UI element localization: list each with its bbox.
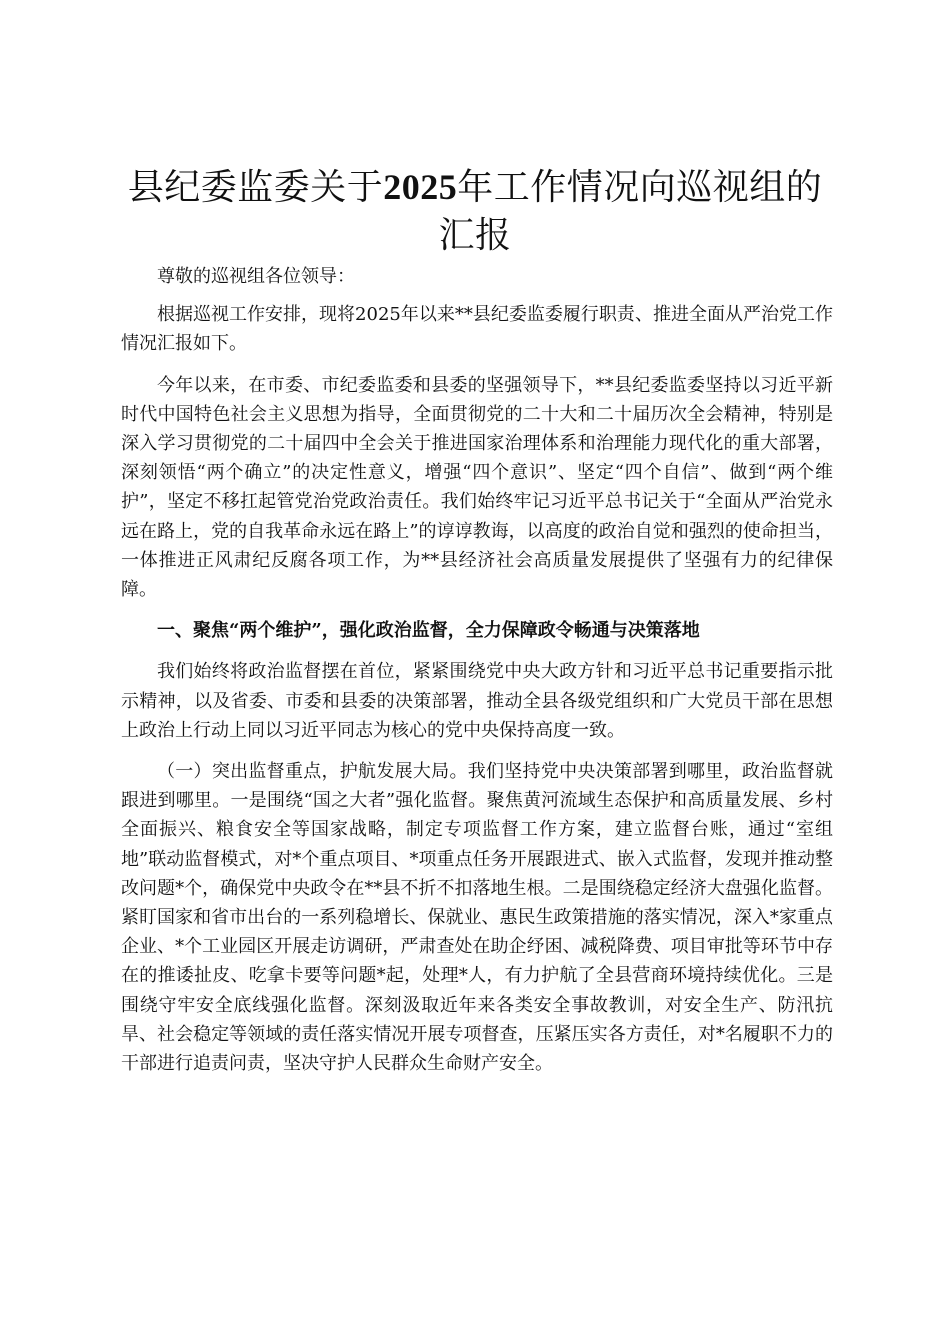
title-part-2: 年工作情况向巡视组的: [457, 167, 823, 208]
salutation: 尊敬的巡视组各位领导：: [157, 266, 355, 287]
overview-paragraph: 今年以来，在市委、市纪委监委和县委的坚强领导下，**县纪委监委坚持以习近平新时代中国特色社会主义思想为指导，全面贯彻党的二十大和二十届历次全会精神，特别是深入学习贯彻党的二十届四中全会关于推进国家治理体系和治理能力现代化的重大部署，深刻领悟“两个确立”的决定性意义，增强“四个意识”、坚定“四个自信”、做到“两个维护”，坚定不移扛起管党治党政治责任。我们始终牢记习近平总书记关于“全面从严治党永远在路上，党的自我革命永远在路上”的谆谆教诲，以高度的政治自觉和强烈的使命担当，一体推进正风肃纪反腐各项工作，为**县经济社会高质量发展提供了坚强有力的纪律保障。: [121, 374, 833, 601]
title-year: 2025: [383, 167, 458, 207]
title-line-2: 汇报: [438, 215, 512, 256]
intro-paragraph: 根据巡视工作安排，现将2025年以来**县纪委监委履行职责、推进全面从严治党工作情况汇报如下。: [121, 304, 833, 355]
section-1-paragraph: 我们始终将政治监督摆在首位，紧紧围绕党中央大政方针和习近平总书记重要指示批示精神，以及省委、市委和县委的决策部署，推动全县各级党组织和广大党员干部在思想上政治上行动上同以习近平同志为核心的党中央保持高度一致。: [121, 661, 833, 741]
subsection-1-paragraph: （一）突出监督重点，护航发展大局。我们坚持党中央决策部署到哪里，政治监督就跟进到哪里。一是围绕“国之大者”强化监督。聚焦黄河流域生态保护和高质量发展、乡村全面振兴、粮食安全等国家战略，制定专项监督工作方案，建立监督台账，通过“室组地”联动监督模式，对*个重点项目、*项重点任务开展跟进式、嵌入式监督，发现并推动整改问题*个，确保党中央政令在**县不折不扣落地生根。二是围绕稳定经济大盘强化监督。紧盯国家和省市出台的一系列稳增长、保就业、惠民生政策措施的落实情况，深入*家重点企业、*个工业园区开展走访调研，严肃查处在助企纾困、减税降费、项目审批等环节中存在的推诿扯皮、吃拿卡要等问题*起，处理*人，有力护航了全县营商环境持续优化。三是围绕守牢安全底线强化监督。深刻汲取近年来各类安全事故教训，对安全生产、防汛抗旱、社会稳定等领域的责任落实情况开展专项督查，压紧压实各方责任，对*名履职不力的干部进行追责问责，坚决守护人民群众生命财产安全。: [121, 761, 833, 1075]
document-body: [121, 262, 833, 1078]
section-1-heading: 一、聚焦“两个维护”，强化政治监督，全力保障政令畅通与决策落地: [157, 620, 700, 642]
title-part-1: 县纪委监委关于: [127, 167, 384, 208]
document-title: [120, 163, 830, 260]
title-line-1: [120, 163, 830, 212]
